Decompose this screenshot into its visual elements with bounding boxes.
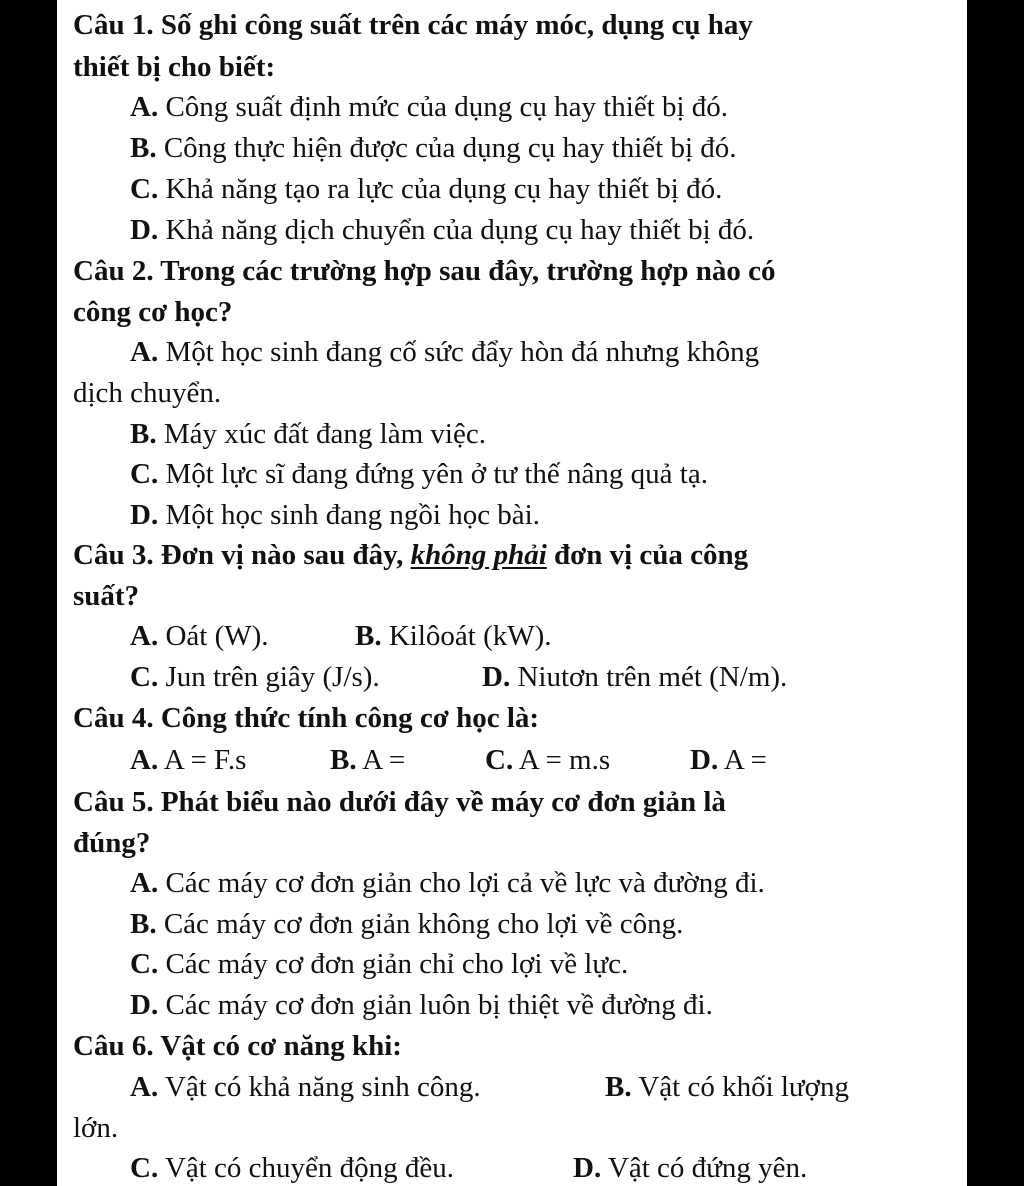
- option-text: Vật có khả năng sinh công.: [164, 1071, 481, 1103]
- option-text: Niutơn trên mét (N/m).: [517, 661, 788, 693]
- question-1-option-d: [130, 212, 754, 248]
- option-label: A.: [130, 336, 159, 368]
- option-text: Công thực hiện được của dụng cụ hay thiết bị đó.: [163, 132, 737, 164]
- option-label: D.: [482, 661, 511, 693]
- option-text: Các máy cơ đơn giản không cho lợi về công.: [163, 908, 684, 940]
- option-text: Khả năng dịch chuyển của dụng cụ hay thiết bị đó.: [165, 214, 755, 246]
- question-6-title: Câu 6. Vật có cơ năng khi:: [73, 1030, 402, 1062]
- question-6-options-row2: [130, 1150, 807, 1186]
- option-label: C.: [130, 1152, 159, 1184]
- option-label: B.: [605, 1071, 632, 1103]
- option-text: Một lực sĩ đang đứng yên ở tư thế nâng quả tạ.: [165, 458, 708, 490]
- question-1-option-a: [130, 89, 728, 125]
- option-label: C.: [130, 458, 159, 490]
- option-label: B.: [130, 908, 157, 940]
- question-2-title-line1: Câu 2. Trong các trường hợp sau đây, trường hợp nào có: [73, 255, 776, 287]
- question-3-option-d: [482, 659, 787, 695]
- option-text: A =: [723, 744, 767, 776]
- question-6-option-b-continued: lớn.: [73, 1112, 119, 1144]
- option-label: B.: [355, 620, 382, 652]
- question-5-option-c: [130, 946, 628, 982]
- option-label: D.: [130, 499, 159, 531]
- question-6-option-c: [130, 1150, 573, 1186]
- question-1-option-b: [130, 130, 737, 166]
- question-2-option-d: [130, 497, 540, 533]
- question-2-option-b: [130, 416, 486, 452]
- option-text: Các máy cơ đơn giản cho lợi cả về lực và đường đi.: [165, 867, 765, 899]
- option-text: Công suất định mức của dụng cụ hay thiết bị đó.: [165, 91, 729, 123]
- question-5-option-b: [130, 906, 683, 942]
- option-label: D.: [130, 989, 159, 1021]
- question-3-options-row1: [130, 618, 552, 654]
- option-text: A = m.s: [518, 744, 611, 776]
- option-label: B.: [330, 744, 357, 776]
- title-text: đơn vị của công: [546, 539, 749, 571]
- option-text: Vật có chuyển động đều.: [164, 1152, 455, 1184]
- question-3-option-c: [130, 659, 482, 695]
- question-4-options-row: [130, 742, 767, 778]
- question-6-option-d: [573, 1150, 807, 1186]
- option-text: A =: [362, 744, 406, 776]
- option-label: A.: [130, 867, 159, 899]
- option-text: Jun trên giây (J/s).: [165, 661, 380, 693]
- question-2-option-a-continued: dịch chuyển.: [73, 377, 222, 409]
- question-4-option-a: [130, 742, 330, 778]
- option-text: Khả năng tạo ra lực của dụng cụ hay thiết bị đó.: [165, 173, 723, 205]
- option-label: D.: [130, 214, 159, 246]
- option-text: Các máy cơ đơn giản luôn bị thiệt về đường đi.: [165, 989, 713, 1021]
- worksheet-page: [57, 0, 967, 1186]
- option-label: C.: [130, 173, 159, 205]
- question-1-title-line2: thiết bị cho biết:: [73, 51, 276, 83]
- question-4-option-d: [690, 742, 767, 778]
- question-3-title-line2: suất?: [73, 580, 140, 612]
- option-label: D.: [573, 1152, 602, 1184]
- title-emphasis: không phải: [410, 539, 547, 571]
- option-label: B.: [130, 418, 157, 450]
- option-label: B.: [130, 132, 157, 164]
- question-5-title-line2: đúng?: [73, 827, 151, 859]
- question-1-option-c: [130, 171, 722, 207]
- question-1-title-line1: Câu 1. Số ghi công suất trên các máy móc, dụng cụ hay: [73, 9, 753, 41]
- option-label: C.: [130, 948, 159, 980]
- question-2-option-c: [130, 456, 708, 492]
- title-text: Câu 3. Đơn vị nào sau đây,: [73, 539, 411, 571]
- option-label: C.: [485, 744, 514, 776]
- option-label: A.: [130, 744, 159, 776]
- question-6-option-b: [605, 1069, 849, 1105]
- option-text: Các máy cơ đơn giản chỉ cho lợi về lực.: [165, 948, 629, 980]
- option-text: Một học sinh đang ngồi học bài.: [165, 499, 540, 531]
- option-text: Vật có khối lượng: [638, 1071, 849, 1103]
- option-label: D.: [690, 744, 719, 776]
- question-5-option-d: [130, 987, 713, 1023]
- question-3-option-a: [130, 618, 355, 654]
- option-text: Oát (W).: [165, 620, 269, 652]
- question-2-title-line2: công cơ học?: [73, 296, 233, 328]
- option-label: C.: [130, 661, 159, 693]
- option-text: Máy xúc đất đang làm việc.: [163, 418, 486, 450]
- question-6-options-row1: [130, 1069, 849, 1105]
- question-4-title: Câu 4. Công thức tính công cơ học là:: [73, 702, 540, 734]
- question-3-option-b: [355, 618, 552, 654]
- question-6-option-a: [130, 1069, 605, 1105]
- question-3-title-line1: [73, 537, 748, 573]
- question-5-title-line1: Câu 5. Phát biểu nào dưới đây về máy cơ đơn giản là: [73, 786, 726, 818]
- question-3-options-row2: [130, 659, 787, 695]
- question-2-option-a: [130, 334, 759, 370]
- question-5-option-a: [130, 865, 765, 901]
- option-label: A.: [130, 1071, 159, 1103]
- option-text: Một học sinh đang cố sức đẩy hòn đá nhưng không: [165, 336, 760, 368]
- question-4-option-b: [330, 742, 485, 778]
- option-label: A.: [130, 91, 159, 123]
- option-text: A = F.s: [163, 744, 247, 776]
- question-4-option-c: [485, 742, 690, 778]
- option-label: A.: [130, 620, 159, 652]
- option-text: Kilôoát (kW).: [388, 620, 552, 652]
- option-text: Vật có đứng yên.: [607, 1152, 808, 1184]
